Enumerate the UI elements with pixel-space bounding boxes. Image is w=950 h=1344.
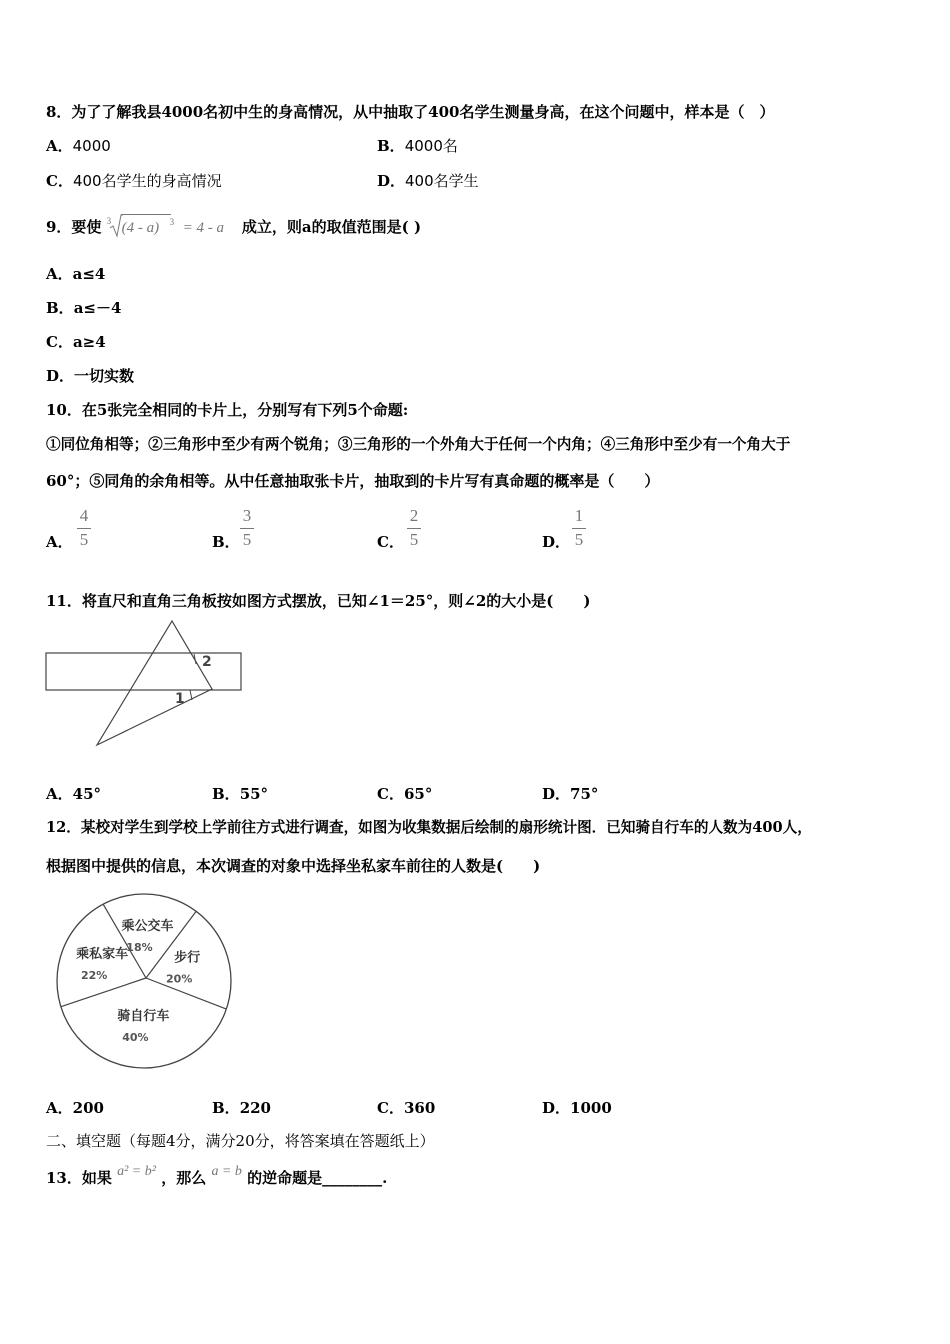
q9-option-a[interactable]: A．a≤4 xyxy=(46,265,106,283)
ruler-triangle-figure xyxy=(44,620,244,750)
q12-question: 根据图中提供的信息，本次调查的对象中选择坐私家车前往的人数是( ) xyxy=(46,857,541,875)
pie-slice-boundary xyxy=(61,978,146,1007)
q11-option-c[interactable]: C．65° xyxy=(377,785,433,803)
pie-slice-label: 乘私家车 xyxy=(76,946,129,962)
transport-pie-chart xyxy=(50,890,240,1070)
q13-stem: 13．如果 a² = b² ，那么 a = b 的逆命题是________. xyxy=(46,1164,388,1187)
q12-option-d[interactable]: D．1000 xyxy=(542,1099,612,1117)
angle-1-label: 1 xyxy=(175,691,185,707)
q8-stem: 8．为了了解我县4000名初中生的身高情况，从中抽取了400名学生测量身高，在这个问题中，样本是（ ） xyxy=(46,103,775,121)
q10-fraction-c: 2 5 xyxy=(407,507,421,549)
q8-option-a[interactable]: A．4000 xyxy=(46,137,111,155)
set-square-triangle xyxy=(97,621,212,745)
q10-option-b[interactable]: B． xyxy=(212,533,240,551)
q8-option-b[interactable]: B．4000名 xyxy=(377,137,458,155)
q10-question: 60°；⑤同角的余角相等。从中任意抽取张卡片，抽取到的卡片写有真命题的概率是（ ） xyxy=(46,472,660,490)
q9-formula: 3 (4 - a) 3 = 4 - a xyxy=(106,216,225,236)
angle-2-label: 2 xyxy=(202,654,212,670)
q10-option-d[interactable]: D． xyxy=(542,533,571,551)
q9-option-b[interactable]: B．a≤－4 xyxy=(46,299,122,317)
pie-slice-label: 骑自行车 xyxy=(117,1009,170,1025)
q12-option-c[interactable]: C．360 xyxy=(377,1099,436,1117)
q13-formula-2: a = b xyxy=(211,1164,242,1179)
q10-fraction-d: 1 5 xyxy=(572,507,586,549)
q10-fraction-b: 3 5 xyxy=(240,507,254,549)
pie-slice-percent: 22% xyxy=(81,968,108,982)
pie-slice-percent: 18% xyxy=(126,940,153,954)
radical-sign-icon xyxy=(109,214,123,238)
q11-option-a[interactable]: A．45° xyxy=(46,785,102,803)
q12-option-b[interactable]: B．220 xyxy=(212,1099,271,1117)
q11-option-b[interactable]: B．55° xyxy=(212,785,269,803)
q9-option-c[interactable]: C．a≥4 xyxy=(46,333,106,351)
pie-slice-label: 步行 xyxy=(174,950,201,966)
q12-stem: 12．某校对学生到学校上学前往方式进行调查，如图为收集数据后绘制的扇形统计图．已知骑自行车的人数为400人， xyxy=(46,819,812,836)
q12-option-a[interactable]: A．200 xyxy=(46,1099,104,1117)
section-2-title: 二、填空题（每题4分，满分20分，将答案填在答题纸上） xyxy=(46,1132,435,1150)
pie-slice-label: 乘公交车 xyxy=(121,918,174,934)
q9-stem: 9．要使 3 (4 - a) 3 = 4 - a 成立，则a的取值范围是( ) xyxy=(46,217,421,239)
ruler xyxy=(46,653,241,690)
q8-option-c[interactable]: C．400名学生的身高情况 xyxy=(46,172,222,190)
q9-option-d[interactable]: D．一切实数 xyxy=(46,367,135,385)
pie-slice-percent: 20% xyxy=(166,972,193,986)
q10-stem: 10．在5张完全相同的卡片上，分别写有下列5个命题: xyxy=(46,401,409,419)
q8-option-d[interactable]: D．400名学生 xyxy=(377,172,479,190)
q13-formula-1: a² = b² xyxy=(117,1164,156,1179)
q10-option-c[interactable]: C． xyxy=(377,533,404,551)
q10-fraction-a: 4 5 xyxy=(77,507,91,549)
q10-option-a[interactable]: A． xyxy=(46,533,73,551)
q11-option-d[interactable]: D．75° xyxy=(542,785,599,803)
q11-stem: 11．将直尺和直角三角板按如图方式摆放，已知∠1＝25°，则∠2的大小是( ) xyxy=(46,592,591,610)
q10-propositions: ①同位角相等；②三角形中至少有两个锐角；③三角形的一个外角大于任何一个内角；④三角形中至少有一个角大于 xyxy=(46,436,791,453)
pie-slice-percent: 40% xyxy=(122,1031,149,1045)
